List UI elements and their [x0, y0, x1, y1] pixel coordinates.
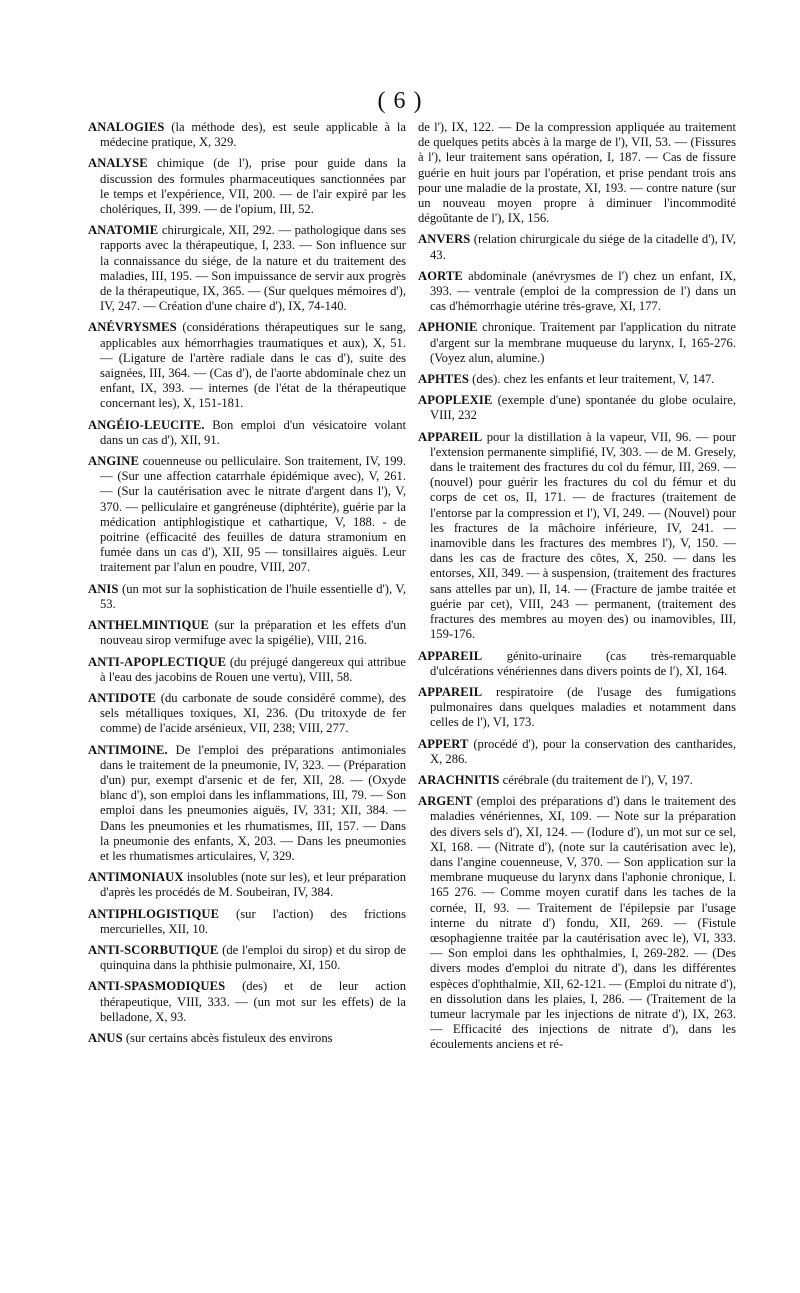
entry-headword: ANVERS: [418, 232, 471, 247]
entry-headword: ARGENT: [418, 794, 473, 809]
index-entry: [88, 655, 406, 685]
entry-headword: ANTI-APOPLECTIQUE: [88, 654, 227, 669]
entry-text: respiratoire (de l'usage des fumigations pulmonaires dans quelques maladies et notamment dans celles de l'), VI, 173.: [430, 684, 736, 730]
entry-headword: AORTE: [418, 268, 463, 283]
entry-text: chirurgicale, XII, 292. — pathologique dans ses rapports avec la thérapeutique, I, 233. — Son influence sur la connaissance du siége, de la nature et du traitement des maladies, III, 195. — Son impuissance de servir aux progrès de la thérapeutique, IX, 365. — (Sur quelques mémoires d'), IV, 247. — Création d'une chaire d'), IX, 74-140.: [100, 223, 406, 314]
entry-headword: ARACHNITIS: [418, 772, 500, 787]
entry-text: (un mot sur la sophistication de l'huile essentielle d'), V, 53.: [100, 581, 406, 611]
entry-text: pour la distillation à la vapeur, VII, 96. — pour l'extension permanente simplifié, IV, 303. — de M. Gresely, dans le traitement des fractures du col du fémur, III, 269. — (nouvel) pour guérir les fractures du col du fémur et du corps de cet os, II, 171. — de fractures (traitement de l'entorse par la compression et l'), VI, 249. — (Nouvel) pour les fractures de la mâchoire inférieure, IV, 241. — inamovible dans les fractures des membres l'), V, 150. — dans les cas de fracture des côtes, X, 250. — dans les entorses, XII, 349. — à suspension, (traitement des fractures sans attelles par un), II, 14. — (Fracture de jambe traitée et guérie par cet), VIII, 243 — permanent, (traitement des fractures des membres au moyen des) ou inamovibles, III, 159-176.: [430, 429, 736, 642]
entry-text: (sur la préparation et les effets d'un nouveau sirop vermifuge avec la spigélie), VIII, 216.: [100, 618, 406, 648]
entry-headword: ANIS: [88, 581, 119, 596]
entry-text: de l'), IX, 122. — De la compression appliquée au traitement de quelques petits abcès à la marge de l'), VII, 53. — (Fissures à l'), leur traitement sans opération, I, 187. — Cas de fissure guérie en huit jours par l'opération, et prise pendant trois ans pour une maladie de la prostate, XI, 193. — contre nature (sur un nouveau moyen propre à diminuer l'incommodité dégoûtante de l'), IX, 156.: [418, 120, 736, 226]
entry-headword: APPAREIL: [418, 648, 483, 663]
index-entry: [88, 120, 406, 150]
index-entry: [88, 418, 406, 448]
entry-text: (la méthode des), est seule applicable à la médecine pratique, X, 329.: [100, 120, 406, 150]
entry-text: (des) et de leur action thérapeutique, VIII, 333. — (un mot sur les effets) de la belladone, X, 93.: [100, 979, 406, 1024]
index-entry: [418, 320, 736, 366]
index-entry: [88, 618, 406, 648]
index-entry: [418, 773, 736, 788]
left-column: [88, 120, 406, 1052]
index-entry: [88, 582, 406, 612]
entry-text: insolubles (note sur les), et leur préparation d'après les procédés de M. Soubeiran, IV, 384.: [100, 870, 406, 900]
index-entry: [418, 372, 736, 387]
page-number: ( 6 ): [377, 88, 423, 114]
right-column: [418, 120, 736, 1059]
entry-text: (exemple d'une) spontanée du globe oculaire, VIII, 232: [430, 393, 736, 423]
index-entry: [88, 223, 406, 314]
entry-headword: APPAREIL: [418, 429, 483, 444]
entry-text: abdominale (anévrysmes de l') chez un enfant, IX, 393. — ventrale (emploi de la compression de l') dans un cas d'hémorrhagie utérine très-grave, XI, 177.: [430, 268, 736, 314]
index-entry: [88, 691, 406, 737]
index-entry: [418, 120, 736, 226]
index-entry: [418, 737, 736, 767]
entry-text: De l'emploi des préparations antimoniales dans le traitement de la pneumonie, IV, 323. — (Préparation d'un) pur, exempt d'arsenic et de fer, XII, 28. — (Oxyde blanc d'), son emploi dans les inflammations, III, 79. — Son emploi dans les pneumonies aiguës, IV, 331; XII, 384. — Dans les pneumonies et les rhumatismes, III, 157. — Dans la pneumonie des enfants, X, 203. — Dans les pneumonies et les rhumatismes articulaires, V, 329.: [100, 742, 406, 863]
entry-headword: ANATOMIE: [88, 223, 159, 238]
index-entry: [88, 870, 406, 900]
entry-text: (emploi des préparations d') dans le traitement des maladies vénériennes, XI, 109. — Note sur la préparation des divers sels d'), XI, 124. — (Iodure d'), un mot sur ce sel, XI, 168. — (Nitrate d'), (note sur la cautérisation avec le), dans l'angine couenneuse, V, 370. — Son application sur la membrane muqueuse du larynx dans l'aphonie chronique, I. 165 276. — Comme moyen curatif dans les taches de la cornée, II, 93. — Traitement de l'épilepsie par l'usage interne du nitrate d') fondu, XII, 269. — (Fistule œsophagienne traitée par la cautérisation avec le), VI, 333. — Son emploi dans les ophthalmies, I, 269-282. — (Des divers modes d'emploi du nitrate d'), dans les différentes espèces d'ophthalmie, XII, 62-121. — (Emploi du nitrate d'), en dissolution dans les plaies, I, 286. — (Traitement de la tumeur lacrymale par les injections de nitrate d'), IX, 263. — Efficacité des injections de nitrate d'), dans les écoulements anciens et ré-: [430, 794, 737, 1052]
entry-text: (sur l'action) des frictions mercurielles, XII, 10.: [100, 906, 406, 936]
index-entry: [418, 269, 736, 315]
entry-headword: ANTIMONIAUX: [88, 870, 184, 885]
index-entry: [88, 943, 406, 973]
index-entry: [418, 430, 736, 643]
entry-headword: ANTIPHLOGISTIQUE: [88, 906, 220, 921]
entry-headword: ANUS: [88, 1030, 123, 1045]
entry-headword: ANALYSE: [88, 156, 148, 171]
index-entry: [418, 649, 736, 679]
entry-headword: APPAREIL: [418, 684, 483, 699]
entry-headword: ANTI-SPASMODIQUES: [88, 979, 226, 994]
entry-headword: ANTIDOTE: [88, 690, 156, 705]
index-entry: [418, 685, 736, 731]
entry-text: (de l'emploi du sirop) et du sirop de quinquina dans la phthisie pulmonaire, XI, 150.: [100, 942, 406, 973]
entry-text: (des). chez les enfants et leur traitement, V, 147.: [472, 372, 715, 387]
index-entry: [418, 393, 736, 423]
entry-text: (sur certains abcès fistuleux des environs: [125, 1030, 333, 1045]
entry-headword: ANTHELMINTIQUE: [88, 618, 210, 633]
index-entry: [88, 454, 406, 576]
index-entry: [88, 743, 406, 865]
entry-headword: APHONIE: [418, 320, 478, 335]
entry-text: chronique. Traitement par l'application du nitrate d'argent sur la membrane muqueuse du larynx, I, 165-276. (Voyez alun, alumine.): [430, 320, 736, 365]
entry-text: chimique (de l'), prise pour guide dans la discussion des formules pharmaceutiques sanctionnées par le temps et l'expérience, VII, 200. — de l'air expiré par les cholériques, II, 399. — de l'opium, III, 52.: [100, 156, 406, 217]
entry-text: cérébrale (du traitement de l'), V, 197.: [502, 772, 693, 787]
index-entry: [88, 907, 406, 937]
entry-text: Bon emploi d'un vésicatoire volant dans un cas d'), XII, 91.: [100, 417, 407, 447]
entry-headword: APHTES: [418, 372, 469, 387]
entry-text: génito-urinaire (cas très-remarquable d'ulcérations vénériennes dans divers points de l'), XI, 164.: [430, 648, 736, 678]
entry-headword: ANTI-SCORBUTIQUE: [88, 942, 219, 957]
entry-headword: APPERT: [418, 736, 469, 751]
entry-text: (procédé d'), pour la conservation des cantharides, X, 286.: [430, 736, 736, 766]
entry-headword: ANALOGIES: [88, 120, 165, 134]
index-entry: [88, 320, 406, 411]
entry-headword: ANÉVRYSMES: [88, 320, 177, 335]
entry-headword: ANGINE: [88, 454, 139, 469]
entry-text: couenneuse ou pelliculaire. Son traitement, IV, 199. — (Sur une affection catarrhale épidémique avec), V, 261. — (Sur la cautérisation avec le nitrate d'argent dans l'), V, 370. — pelliculaire et gangréneuse (diphtérite), guérie par la médication antiphlogistique et cathartique, V, 188. - de poitrine (efficacité des feuilles de datura stramonium en fumée dans un cas d'), XII, 95 — tonsillaires aiguës. Leur traitement par l'alun en poudre, VIII, 207.: [100, 454, 406, 575]
index-entry: [88, 979, 406, 1025]
entry-text: (du carbonate de soude considéré comme), des sels métalliques toxiques, XI, 236. (Du tritoxyde de fer comme) de l'acide arsénieux, VII, 238; VIII, 277.: [100, 690, 406, 736]
index-entry: [418, 794, 736, 1052]
entry-text: (considérations thérapeutiques sur le sang, applicables aux hémorrhagies traumatiques et aux), X, 51. — (Ligature de l'artère radiale dans le cas d'), suite des saignées, III, 364. — (Cas d'), de l'aorte abdominale chez un enfant, IX, 393. — internes (de l'état de la thérapeutique concernant les), X, 151-181.: [100, 320, 406, 411]
entry-headword: ANTIMOINE.: [88, 742, 168, 757]
index-entry: [418, 232, 736, 262]
entry-text: (du préjugé dangereux qui attribue à l'eau des jacobins de Rouen une vertu), VIII, 58.: [100, 654, 406, 684]
entry-text: (relation chirurgicale du siége de la citadelle d'), IV, 43.: [430, 232, 736, 262]
entry-headword: ANGÉIO-LEUCITE.: [88, 417, 205, 432]
index-entry: [88, 1031, 406, 1046]
index-entry: [88, 156, 406, 217]
entry-headword: APOPLEXIE: [418, 393, 493, 408]
